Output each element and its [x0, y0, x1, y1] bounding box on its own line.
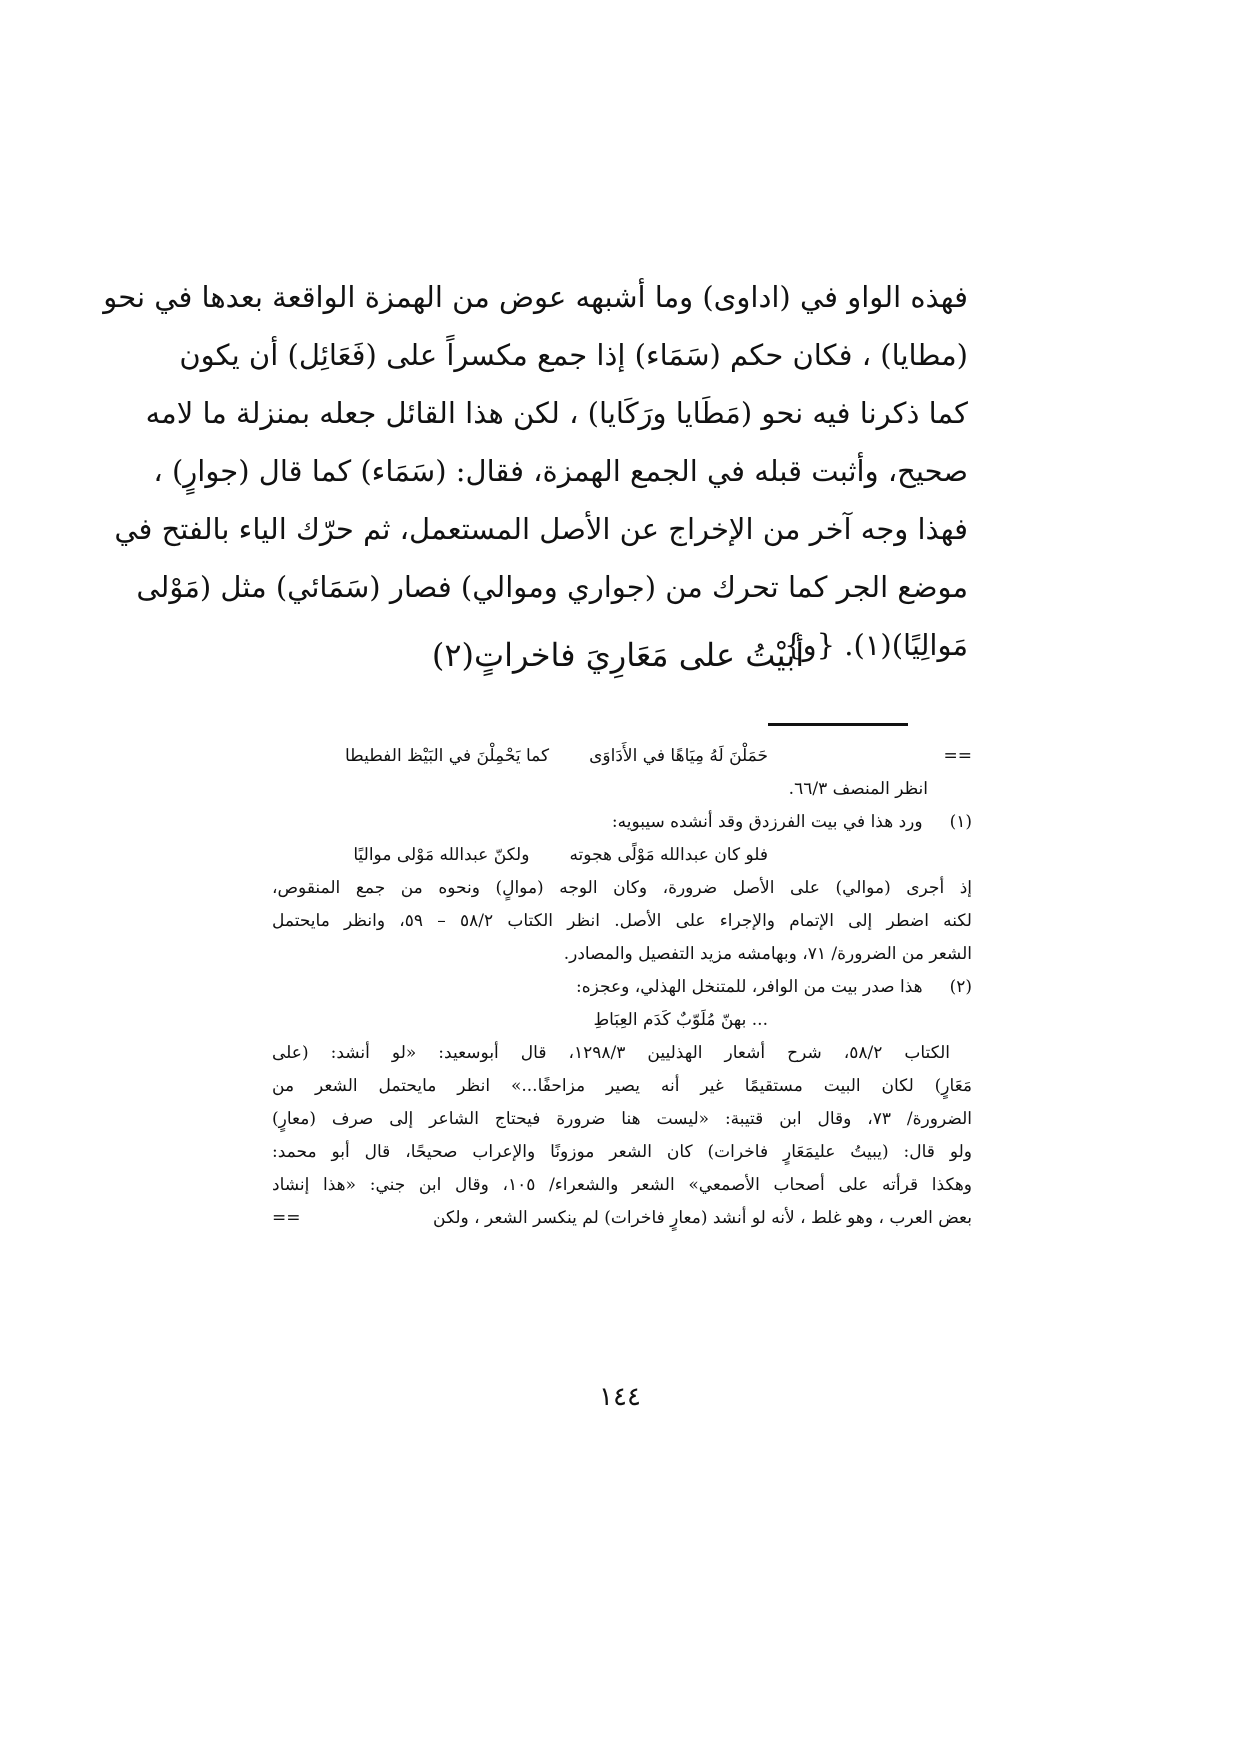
verse-line: أبيْتُ على مَعَارِيَ فاخراتٍ(٢) — [431, 636, 805, 674]
footnote-text-line: ولو قال: (يبيتُ عليمَعَارٍ فاخرات) كان الشعر موزونًا والإعراب صحيحًا، قال أبو محمد: — [272, 1142, 972, 1162]
footnote-number: (٢) — [949, 977, 972, 997]
footnote-text-line: لكنه اضطر إلى الإتمام والإجراء على الأصل. انظر الكتاب ٥٨/٢ – ٥٩، وانظر مايحتمل — [272, 911, 972, 931]
main-text-line: صحيح، وأثبت قبله في الجمع الهمزة، فقال: (سَمَاء) كما قال (جوارٍ) ، — [153, 454, 968, 488]
footnote-verse — [272, 839, 972, 872]
footnote-verse — [272, 1004, 972, 1037]
main-text-block — [103, 268, 968, 674]
main-text-line: (مطايا) ، فكان حكم (سَمَاء) إذا جمع مكسراً على (فَعَائِل) أن يكون — [179, 338, 968, 372]
continuation-marker: == — [943, 746, 972, 766]
footnote-text-line: وهكذا قرأته على أصحاب الأصمعي» الشعر والشعراء/ ١٠٥، وقال ابن جني: «هذا إنشاد — [272, 1175, 973, 1195]
footnote-continuation-verse — [272, 740, 972, 773]
footnote-text: انظر المنصف ٦٦/٣. — [788, 779, 928, 799]
footnote-text: ورد هذا في بيت الفرزدق وقد أنشده سيبويه: — [611, 812, 923, 832]
verse-hemistich: كما يَحْمِلْنَ في البَيْظ الفطيطا — [344, 746, 550, 766]
continuation-marker: == — [272, 1208, 301, 1228]
footnote-text: هذا صدر بيت من الوافر، للمتنخل الهذلي، وعجزه: — [576, 977, 923, 997]
main-text-line: مَوالِيًا)(١). {و} — [784, 628, 968, 662]
footnote-text-line-last — [272, 1202, 972, 1235]
footnotes-block — [272, 740, 972, 1235]
main-text-line: فهذا وجه آخر من الإخراج عن الأصل المستعمل، ثم حرّك الياء بالفتح في — [114, 512, 968, 546]
footnote-text-line: الشعر من الضرورة/ ٧١، وبهامشه مزيد التفصيل والمصادر. — [563, 944, 972, 964]
page-number: ١٤٤ — [599, 1382, 641, 1412]
footnote-number: (١) — [949, 812, 972, 832]
footnote-text-line: مَعَارٍ) لكان البيت مستقيمًا غير أنه يصير مزاحفًا...» انظر مايحتمل الشعر من — [272, 1076, 972, 1096]
verse-hemistich: ... بهنّ مُلَوّبٌ كَدَم العِبَاطِ — [593, 1010, 768, 1030]
verse-hemistich: ولكنّ عبدالله مَوْلى مواليًا — [353, 845, 530, 865]
footnote-separator-rule — [768, 723, 908, 726]
main-text-line: فهذه الواو في (اداوى) وما أشبهه عوض من الهمزة الواقعة بعدها في نحو — [103, 280, 968, 314]
footnote-2 — [272, 971, 972, 1004]
verse-hemistich: حَمَلْنَ لَهُ مِيَاهًا في الأَدَاوَى — [589, 746, 768, 766]
footnote-reference — [272, 773, 972, 806]
footnote-text-line: الضرورة/ ٧٣، وقال ابن قتيبة: «ليست هنا ضرورة فيحتاج الشاعر إلى صرف (معارٍ) — [272, 1109, 972, 1129]
main-text-line: موضع الجر كما تحرك من (جواري وموالي) فصار (سَمَائي) مثل (مَوْلى — [136, 570, 968, 604]
verse-hemistich: فلو كان عبدالله مَوْلًى هجوته — [569, 845, 768, 865]
footnote-1 — [272, 806, 972, 839]
footnote-text: بعض العرب ، وهو غلط ، لأنه لو أنشد (معارٍ فاخرات) لم ينكسر الشعر ، ولكن — [433, 1208, 972, 1228]
footnote-text-line: الكتاب ٥٨/٢، شرح أشعار الهذليين ١٢٩٨/٣، قال أبوسعيد: «لو أنشد: (على — [272, 1043, 950, 1063]
footnote-text-line: إذ أجرى (موالي) على الأصل ضرورة، وكان الوجه (موالٍ) ونحوه من جمع المنقوص، — [272, 878, 972, 898]
main-text-line: كما ذكرنا فيه نحو (مَطَايا ورَكَايا) ، لكن هذا القائل جعله بمنزلة ما لامه — [145, 396, 968, 430]
